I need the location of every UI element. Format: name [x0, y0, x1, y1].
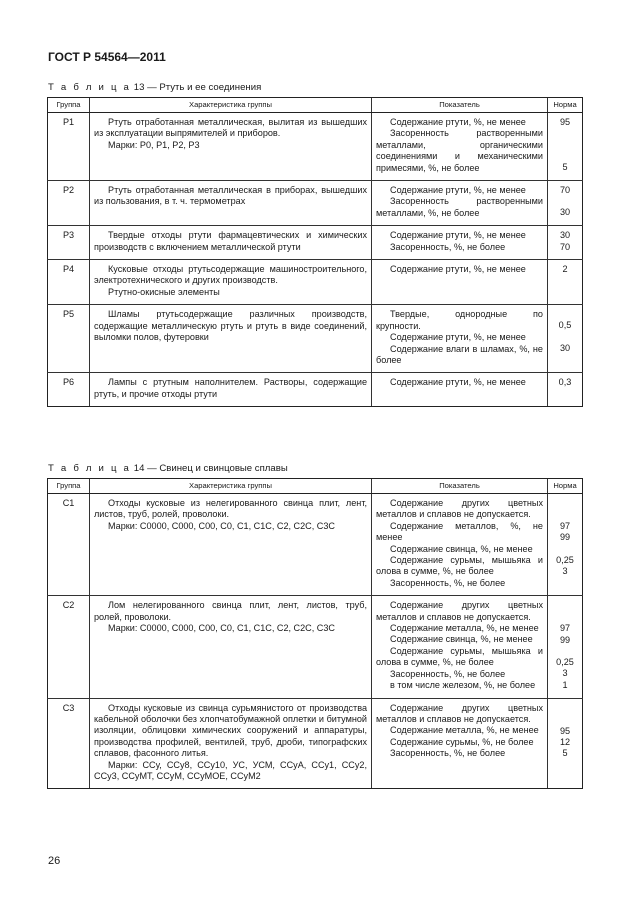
group-characteristic: Лампы с ртутным наполнителем. Растворы, содержащие ртуть, и прочие отходы ртути: [90, 373, 372, 407]
column-header-characteristic: Характеристика группы: [90, 479, 372, 494]
group-indicator: Содержание других цветных металлов и сплавов не допускается. Содержание металла, %, не менее Содержание сурьмы, %, не более Засоренность, %, не более: [372, 698, 548, 789]
group-norm: 70 30: [548, 181, 583, 226]
table-13: [47, 97, 583, 407]
group-indicator: Содержание ртути, %, не менее: [372, 373, 548, 407]
column-header-characteristic: Характеристика группы: [90, 98, 372, 113]
table-row: [48, 596, 583, 698]
column-header-indicator: Показатель: [372, 98, 548, 113]
column-header-group: Группа: [48, 98, 90, 113]
group-code: Р5: [48, 305, 90, 373]
table-row: [48, 260, 583, 305]
column-header-norm: Норма: [548, 479, 583, 494]
table-row: [48, 305, 583, 373]
group-norm: 2: [548, 260, 583, 305]
group-code: Р4: [48, 260, 90, 305]
group-characteristic: Ртуть отработанная металлическая в приборах, вышедших из пользования, в т. ч. термометрах: [90, 181, 372, 226]
group-code: Р6: [48, 373, 90, 407]
column-header-norm: Норма: [548, 98, 583, 113]
group-indicator: Содержание ртути, %, не менее Засоренность, %, не более: [372, 226, 548, 260]
group-norm: 0,3: [548, 373, 583, 407]
group-indicator: Твердые, однородные по крупности. Содержание ртути, %, не менее Содержание влаги в шламах, %, не более: [372, 305, 548, 373]
group-indicator: Содержание других цветных металлов и сплавов не допускается. Содержание металла, %, не менее Содержание свинца, %, не менее Содержание сурьмы, мышьяка и олова в сумме, %, не более Засоренность, %, не более в том числе железом, %, не более: [372, 596, 548, 698]
group-indicator: Содержание других цветных металлов и сплавов не допускается. Содержание металлов, %, не менее Содержание свинца, %, не менее Содержание сурьмы, мышьяка и олова в сумме, %, не более Засоренность, %, не более: [372, 494, 548, 596]
group-norm: 0,5 30: [548, 305, 583, 373]
group-indicator: Содержание ртути, %, не менее Засоренность растворенными металлами, органическими соединениями и механическими примесями, %, не более: [372, 113, 548, 181]
group-norm: 97 99 0,25 3 1: [548, 596, 583, 698]
table-row: [48, 226, 583, 260]
table-row: [48, 373, 583, 407]
group-code: С2: [48, 596, 90, 698]
group-norm: 95 12 5: [548, 698, 583, 789]
table-14-caption: Т а б л и ц а 14 — Свинец и свинцовые сплавы: [48, 463, 288, 474]
page-number: 26: [48, 855, 61, 867]
group-indicator: Содержание ртути, %, не менее: [372, 260, 548, 305]
table-row: [48, 494, 583, 596]
group-norm: 95 5: [548, 113, 583, 181]
group-characteristic: Шламы ртутьсодержащие различных производств, содержащие металлическую ртуть и ртуть в виде соединений, выломки полов, футеровки: [90, 305, 372, 373]
table-row: [48, 698, 583, 789]
group-code: С1: [48, 494, 90, 596]
column-header-group: Группа: [48, 479, 90, 494]
group-characteristic: Твердые отходы ртути фармацевтических и химических производств с включением металлической ртути: [90, 226, 372, 260]
group-code: Р2: [48, 181, 90, 226]
document-header: ГОСТ Р 54564—2011: [48, 50, 166, 64]
column-header-indicator: Показатель: [372, 479, 548, 494]
table-14: [47, 478, 583, 789]
group-characteristic: Кусковые отходы ртутьсодержащие машиностроительного, электротехнического и других производств. Ртутно-окисные элементы: [90, 260, 372, 305]
group-norm: 30 70: [548, 226, 583, 260]
table-13-caption: Т а б л и ц а 13 — Ртуть и ее соединения: [48, 82, 262, 93]
group-indicator: Содержание ртути, %, не менее Засоренность растворенными металлами, %, не более: [372, 181, 548, 226]
table-row: [48, 181, 583, 226]
table-row: [48, 113, 583, 181]
group-characteristic: Отходы кусковые из нелегированного свинца плит, лент, листов, труб, ролей, проволоки. Марки: С0000, С000, С00, С0, С1, С1С, С2, С2С, С3С: [90, 494, 372, 596]
group-norm: 97 99 0,25 3: [548, 494, 583, 596]
group-code: С3: [48, 698, 90, 789]
group-characteristic: Ртуть отработанная металлическая, вылитая из вышедших из эксплуатации выпрямителей и приборов. Марки: Р0, Р1, Р2, Р3: [90, 113, 372, 181]
group-characteristic: Лом нелегированного свинца плит, лент, листов, труб, ролей, проволоки. Марки: С0000, С000, С00, С0, С1, С1С, С2, С2С, С3С: [90, 596, 372, 698]
group-characteristic: Отходы кусковые из свинца сурьмянистого от производства кабельной оболочки без хлопчатобумажной оплетки и битумной изоляции, облицовки химических сооружений и аппаратуры, производства профилей, вентилей, труб, дроби, типографских сплавов, фасонного литья. Марки: ССу, ССу8, ССу10, УС, УСМ, ССуА, ССу1, ССу2, ССу3, ССуМТ, ССуМ, ССуМОЕ, ССуМ2: [90, 698, 372, 789]
group-code: Р3: [48, 226, 90, 260]
group-code: Р1: [48, 113, 90, 181]
